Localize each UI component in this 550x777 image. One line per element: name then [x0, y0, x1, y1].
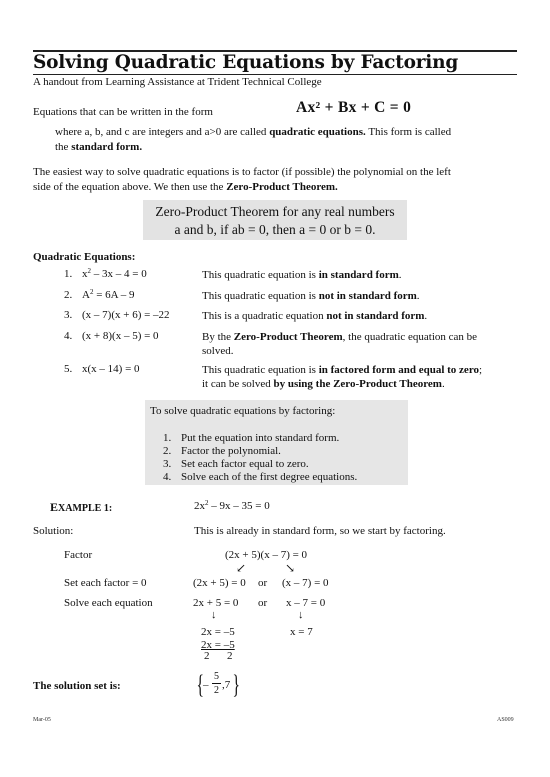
solution-set-label: The solution set is: — [33, 680, 121, 692]
item-number: 3. — [64, 309, 73, 321]
intro-where-line — [55, 126, 451, 138]
zero-product-theorem-box — [143, 200, 407, 240]
step-item: 3. Set each factor equal to zero. — [163, 458, 309, 470]
step-item: 2. Factor the polynomial. — [163, 445, 281, 457]
quadratic-equations-heading: Quadratic Equations: — [33, 251, 136, 263]
where-text: where a, b, and c are integers and a>0 are called — [55, 126, 270, 138]
item-number: 1. — [64, 268, 73, 280]
step-item: 4. Solve each of the first degree equations. — [163, 471, 358, 483]
solve-left: 2x + 5 = 0 — [193, 597, 239, 609]
steps-heading: To solve quadratic equations by factoring: — [150, 405, 336, 417]
footer-code: AS009 — [497, 717, 514, 723]
item-description: This quadratic equation is not in standard form. — [202, 290, 420, 302]
line2-prefix: the — [55, 141, 72, 153]
intro-standard-line — [55, 141, 142, 153]
set-factor-right: (x – 7) = 0 — [282, 577, 329, 589]
or-text: or — [258, 577, 268, 589]
set-tail: ,7 — [222, 679, 231, 691]
solve-right: x – 7 = 0 — [286, 597, 326, 609]
solution-set — [194, 668, 244, 704]
item-equation: $x^2 - 3x - 4 = 0$ — [82, 267, 147, 280]
arrow-down-left-icon: ↙ — [236, 561, 247, 575]
item-equation: (x – 7)(x + 6) = –22 — [82, 309, 170, 321]
solution-text: This is already in standard form, so we start by factoring. — [194, 525, 446, 537]
item-number: 4. — [64, 330, 73, 342]
example-label: EXAMPLE 1: — [50, 500, 113, 514]
solve-label: Solve each equation — [64, 597, 153, 609]
intro-paragraph-line2 — [33, 181, 338, 193]
arrow-down-right-icon: ↘ — [285, 561, 296, 575]
item-description: This quadratic equation is in standard form. — [202, 269, 402, 281]
title-bottom-rule — [33, 74, 517, 75]
item-description: By the Zero-Product Theorem, the quadratic equation can be solved. — [202, 331, 478, 357]
divide-fraction-bottom-left: 2 — [204, 650, 210, 662]
item-description: This quadratic equation is in factored form and equal to zero; it can be solved by using the Zero-Product Theorem. — [202, 364, 483, 390]
solution-label: Solution: — [33, 525, 74, 537]
set-minus: – — [203, 679, 209, 691]
factor-equation: (2x + 5)(x – 7) = 0 — [225, 549, 308, 561]
where-suffix: This form is called — [365, 126, 452, 138]
where-bold: quadratic equations. — [269, 126, 366, 138]
item-description: This is a quadratic equation not in standard form. — [202, 310, 428, 322]
footer-date: Mar-05 — [33, 717, 51, 723]
factor-label: Factor — [64, 549, 93, 561]
set-open-brace: { — [196, 670, 204, 699]
step-item: 1. Put the equation into standard form. — [163, 432, 340, 444]
arrow-down-icon: ↓ — [298, 609, 304, 621]
set-fraction-bar — [212, 683, 221, 684]
item-number: 5. — [64, 363, 73, 375]
item-equation: $A^2 = 6A - 9$ — [82, 288, 135, 301]
set-factor-left: (2x + 5) = 0 — [193, 577, 246, 589]
theorem-line2: a and b, if ab = 0, then a = 0 or b = 0. — [174, 222, 376, 237]
or-text: or — [258, 597, 268, 609]
item-equation: x(x – 14) = 0 — [82, 363, 140, 375]
set-numerator: 5 — [214, 671, 219, 682]
set-close-brace: } — [232, 670, 240, 699]
divide-fraction-top: 2x = –5 — [201, 639, 235, 651]
arrow-down-icon: ↓ — [211, 609, 217, 621]
para2-prefix: side of the equation above. We then use the — [33, 181, 227, 193]
set-factor-label: Set each factor = 0 — [64, 577, 147, 589]
divide-fraction-bottom-right: 2 — [227, 650, 233, 662]
step-left-result: 2x = –5 — [201, 626, 235, 638]
set-denominator: 2 — [214, 685, 219, 696]
para2-bold: Zero-Product Theorem. — [226, 181, 338, 193]
step-right-result: x = 7 — [290, 626, 313, 638]
intro-lead: Equations that can be written in the form — [33, 106, 213, 118]
line2-bold: standard form. — [71, 141, 143, 153]
page-subtitle: A handout from Learning Assistance at Trident Technical College — [33, 76, 322, 88]
theorem-line1: Zero-Product Theorem for any real numbers — [155, 204, 395, 219]
standard-form-equation: Ax² + Bx + C = 0 — [296, 99, 412, 116]
factoring-steps-box — [145, 400, 408, 485]
page-title: Solving Quadratic Equations by Factoring — [33, 52, 459, 73]
intro-paragraph-line1: The easiest way to solve quadratic equations is to factor (if possible) the polynomial on the left — [33, 166, 451, 178]
item-equation: (x + 8)(x – 5) = 0 — [82, 330, 159, 342]
example-equation: $2x^2 - 9x - 35 = 0$ — [194, 499, 270, 512]
item-number: 2. — [64, 289, 73, 301]
